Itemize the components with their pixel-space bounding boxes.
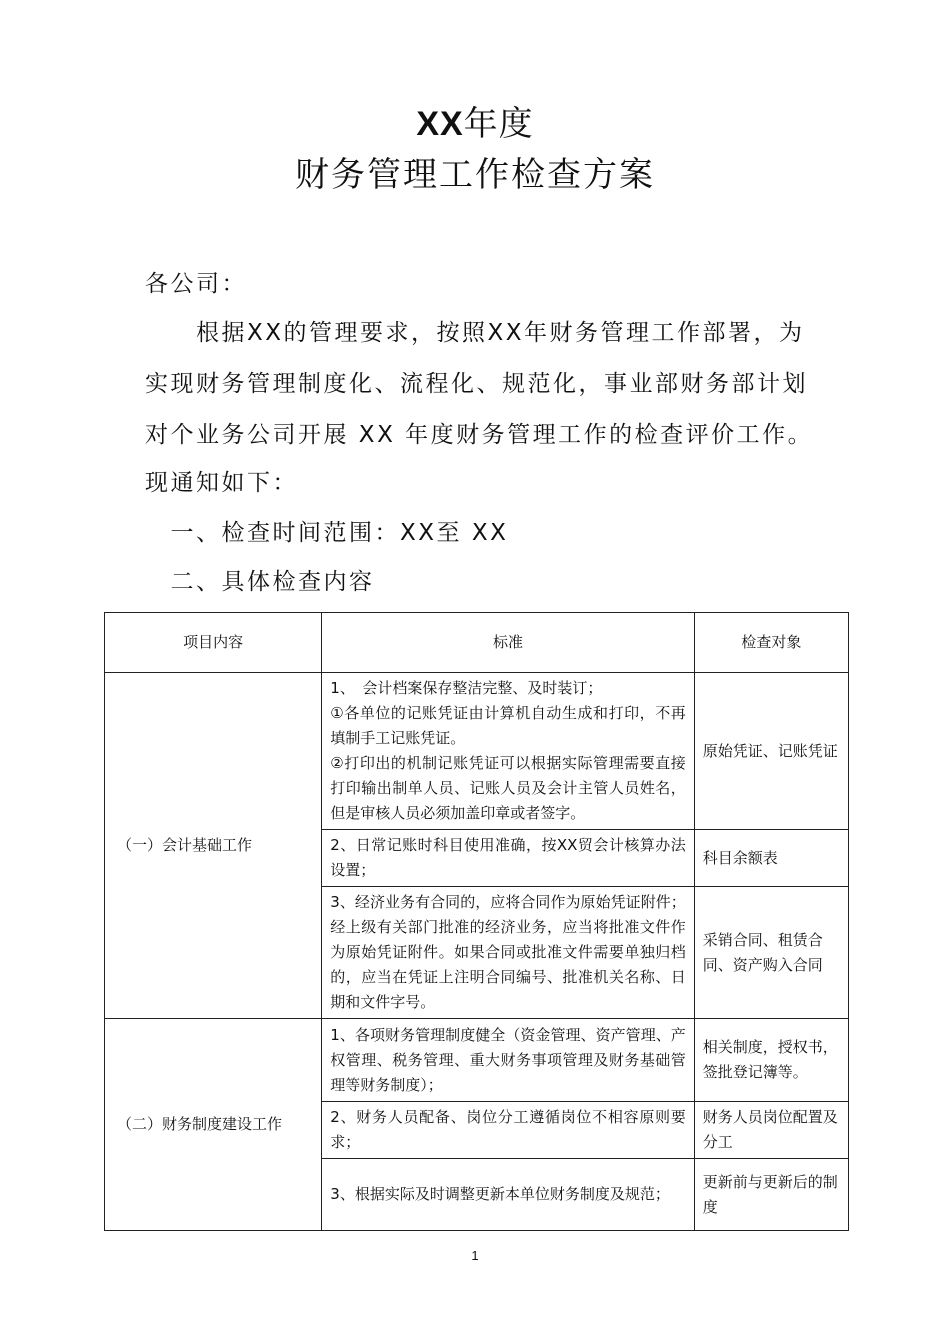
object-cell: 更新前与更新后的制度: [694, 1159, 848, 1231]
standard-cell: [322, 830, 695, 887]
standard-cell: [322, 1019, 695, 1102]
standard-cell: [322, 673, 695, 830]
object-cell: 科目余额表: [694, 830, 848, 887]
header-project: 项目内容: [105, 613, 322, 673]
document-title: 财务管理工作检查方案: [295, 155, 655, 195]
table-header-row: [105, 613, 849, 673]
standard-cell: [322, 1159, 695, 1231]
salutation: 各公司：: [145, 271, 247, 297]
title-year-suffix: 年度: [463, 104, 534, 144]
object-cell: 原始凭证、记账凭证: [694, 673, 848, 830]
title-year-prefix: XX: [416, 105, 464, 143]
intro-line-2: 实现财务管理制度化、流程化、规范化，事业部财务部计划: [145, 371, 808, 397]
header-object: 检查对象: [694, 613, 848, 673]
header-standard: 标准: [322, 613, 695, 673]
category-finance-system: （二）财务制度建设工作: [105, 1019, 322, 1231]
object-cell: 相关制度，授权书，签批登记簿等。: [694, 1019, 848, 1102]
standard-text: 3、经济业务有合同的，应将合同作为原始凭证附件；经上级有关部门批准的经济业务，应当将批准文件作为原始凭证附件。如果合同或批准文件需要单独归档的，应当在凭证上注明合同编号、批准机关名称、日期和文件字号。: [330, 893, 686, 1011]
intro-line-3: 对个业务公司开展 XX 年度财务管理工作的检查评价工作。: [145, 422, 814, 448]
section-heading-content: 二、具体检查内容: [145, 569, 375, 595]
object-cell: 财务人员岗位配置及分工: [694, 1102, 848, 1159]
standard-text: 1、各项财务管理制度健全（资金管理、资产管理、产权管理、税务管理、重大财务事项管理及财务基础管理等财务制度）；: [330, 1025, 686, 1094]
standard-text: 3、根据实际及时调整更新本单位财务制度及规范；: [330, 1185, 670, 1203]
standard-text: 2、财务人员配备、岗位分工遵循岗位不相容原则要求；: [330, 1108, 686, 1151]
standard-text: ①各单位的记账凭证由计算机自动生成和打印，不再填制手工记账凭证。: [330, 704, 686, 747]
standard-cell: [322, 887, 695, 1019]
table-row: [105, 1019, 849, 1102]
standard-text: ②打印出的机制记账凭证可以根据实际管理需要直接打印输出制单人员、记账人员及会计主管人员姓名，但是审核人员必须加盖印章或者签字。: [330, 754, 686, 822]
object-cell: 采销合同、租赁合同、资产购入合同: [694, 887, 848, 1019]
document-title-year: [0, 101, 950, 147]
standard-cell: [322, 1102, 695, 1159]
table-row: [105, 673, 849, 830]
category-accounting-basics: （一）会计基础工作: [105, 673, 322, 1019]
standard-text: 1、 会计档案保存整洁完整、及时装订；: [330, 679, 603, 697]
section-heading-time-range: 一、检查时间范围：XX至 XX: [145, 520, 509, 546]
standard-text: 2、日常记账时科目使用准确，按XX贸会计核算办法设置；: [330, 836, 686, 879]
intro-line-1: 根据XX的管理要求，按照XX年财务管理工作部署，为: [145, 320, 805, 346]
inspection-table: [104, 612, 849, 1231]
intro-line-4: 现通知如下：: [145, 470, 298, 496]
page-number: 1: [471, 1248, 479, 1263]
